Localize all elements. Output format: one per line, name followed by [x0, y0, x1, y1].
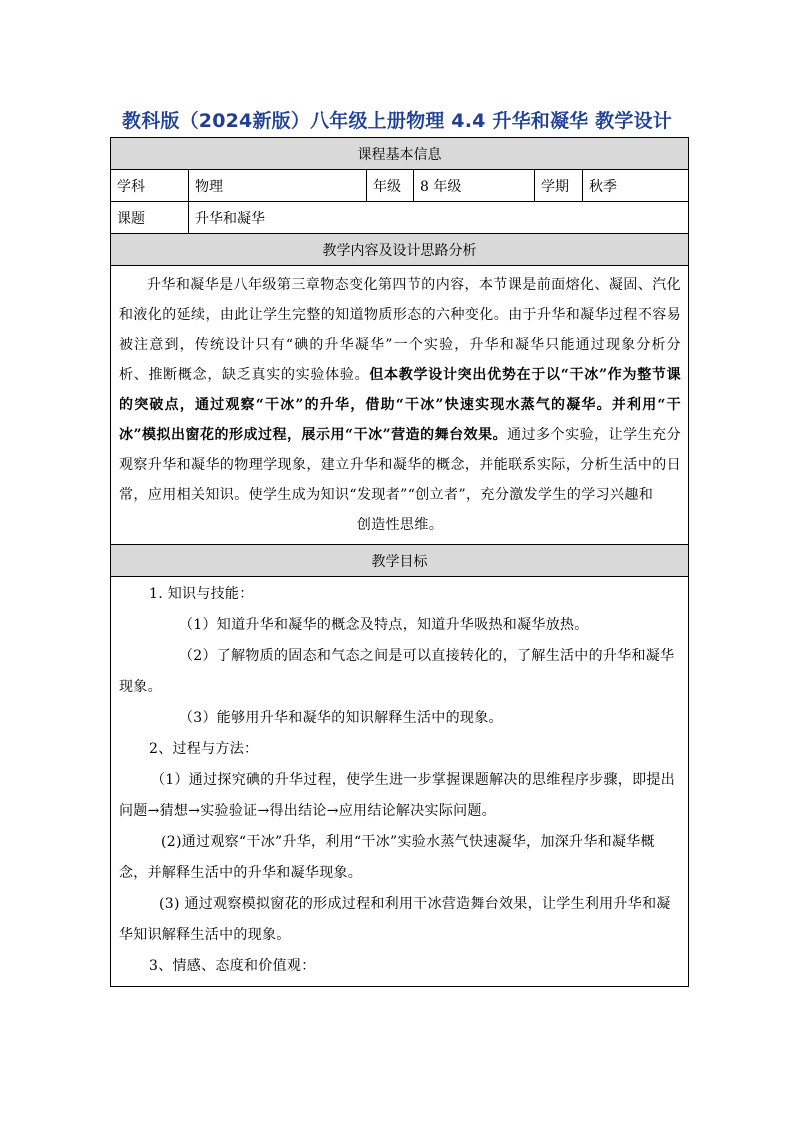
knowledge-item-3: （3）能够用升华和凝华的知识解释生活中的现象。 — [179, 710, 503, 726]
emotion-title: 3、情感、态度和价值观： — [149, 958, 316, 974]
section-header-analysis: 教学内容及设计思路分析 — [111, 234, 689, 266]
analysis-content — [111, 266, 689, 545]
analysis-text-4: 创造性思维。 — [356, 517, 444, 533]
analysis-text-bold: 但本教学设计突出优势在于以“干冰”作为整节课的突破点，通过观察“干冰”的升华，借助“干冰”快速实现水蒸气的凝华。并利用“干冰”模拟出窗花的形成过程，展示用“干冰”营造的舞台效果。 — [119, 367, 682, 443]
topic-label: 课题 — [111, 202, 189, 234]
analysis-paragraph — [119, 270, 681, 510]
lesson-plan-table — [110, 137, 689, 987]
term-label: 学期 — [535, 170, 583, 202]
section-header-basic-info: 课程基本信息 — [111, 138, 689, 170]
section-header-goals: 教学目标 — [111, 545, 689, 577]
document-title: 教科版（2024新版）八年级上册物理 4.4 升华和凝华 教学设计 — [122, 110, 672, 132]
process-item-2: (2)通过观察“干冰”升华，利用“干冰”实验水蒸气快速凝华，加深升华和凝华概念，并解释生活中的升华和凝华现象。 — [119, 834, 655, 881]
topic-value: 升华和凝华 — [189, 202, 689, 234]
goals-content — [111, 577, 689, 987]
subject-value: 物理 — [189, 170, 367, 202]
process-title: 2、过程与方法： — [149, 741, 259, 757]
process-item-3: (3) 通过观察模拟窗花的形成过程和利用干冰营造舞台效果，让学生利用升华和凝华知识解释生活中的现象。 — [119, 896, 671, 943]
analysis-text-3: 通过多个实验，让学生充分观察升华和凝华的物理学现象，建立升华和凝华的概念，并能联系实际，分析生活中的日常，应用相关知识。使学生成为知识“发现者”“创立者”，充分激发学生的学习兴趣和 — [119, 427, 682, 503]
analysis-text-1: 升华和凝华是八年级第三章物态变化第四节的内容，本节课是前面熔化、凝固、汽化和液化的延续，由此让学生完整的知道物质形态的六种变化。由于升华和凝华过程不容易被注意到，传统设计只有“碘的升华凝华”一个实验，升华和凝华只能通过现象分析分析、推断概念，缺乏真实的实验体验。 — [119, 277, 682, 383]
process-item-1: （1）通过探究碘的升华过程，使学生进一步掌握课题解决的思维程序步骤，即提出问题→猜想→实验验证→得出结论→应用结论解决实际问题。 — [119, 772, 676, 819]
knowledge-item-1: （1）知道升华和凝华的概念及特点，知道升华吸热和凝华放热。 — [179, 617, 589, 633]
grade-value: 8 年级 — [414, 170, 535, 202]
grade-label: 年级 — [367, 170, 414, 202]
knowledge-title: 1. 知识与技能： — [149, 586, 254, 602]
term-value: 秋季 — [583, 170, 689, 202]
knowledge-item-2: （2）了解物质的固态和气态之间是可以直接转化的，了解生活中的升华和凝华现象。 — [119, 648, 675, 695]
subject-label: 学科 — [111, 170, 189, 202]
